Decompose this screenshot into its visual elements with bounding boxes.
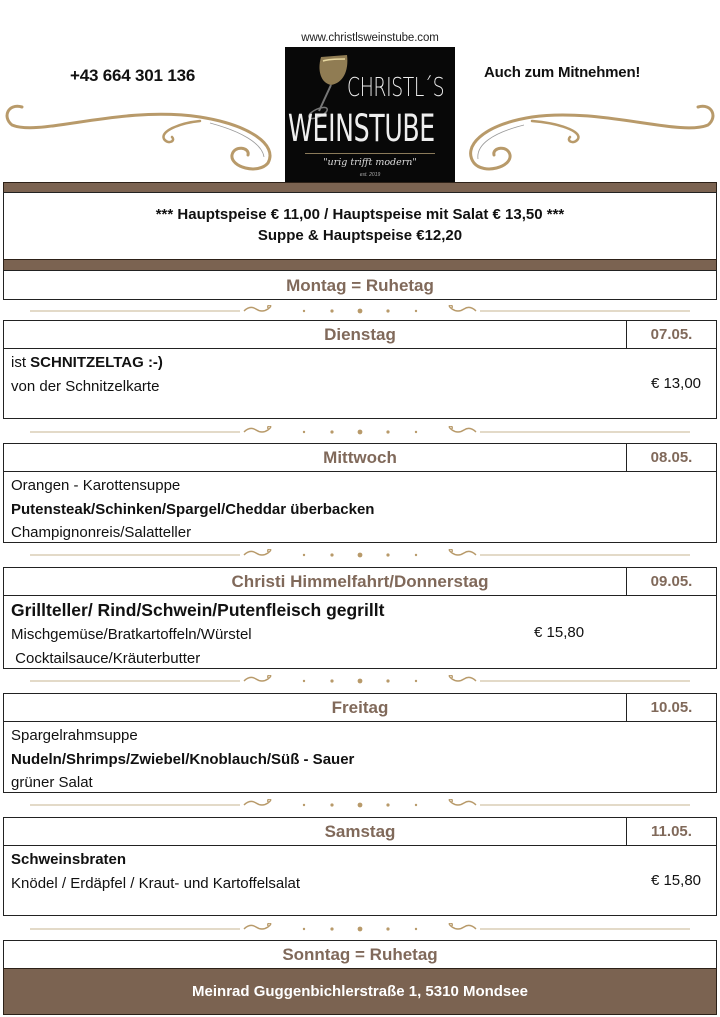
ornament-divider-icon: [30, 675, 690, 687]
sunday-closed-label: Sonntag = Ruhetag: [282, 945, 438, 964]
menu-line: Schweinsbraten: [11, 851, 127, 868]
day-card-donnerstag: [3, 567, 717, 669]
day-date: 07.05.: [626, 321, 716, 348]
day-title: Mittwoch: [323, 448, 397, 467]
menu-line: von der Schnitzelkarte: [11, 377, 160, 395]
phone-number[interactable]: +43 664 301 136: [70, 66, 196, 85]
promo-line-2: Suppe & Hauptspeise €12,20: [257, 227, 463, 244]
day-title: Christi Himmelfahrt/Donnerstag: [231, 572, 489, 591]
logo-established: est. 2019: [359, 172, 381, 178]
menu-line: Champignonreis/Salatteller: [11, 524, 192, 541]
menu-line: Mischgemüse/Bratkartoffeln/Würstel: [11, 626, 252, 643]
header: [0, 0, 720, 183]
logo-name-line1: CHRISTL´S: [347, 73, 445, 103]
restaurant-logo: [285, 47, 455, 183]
promo-line-1: *** Hauptspeise € 11,00 / Hauptspeise mit Salat € 13,50 ***: [155, 206, 565, 223]
price-promo-box: [3, 192, 717, 260]
logo-slogan: "urig trifft modern": [323, 157, 417, 168]
menu-line: Knödel / Erdäpfel / Kraut- und Kartoffelsalat: [11, 874, 301, 892]
monday-closed: [3, 270, 717, 300]
takeaway-note: Auch zum Mitnehmen!: [484, 64, 641, 81]
ornament-divider-icon: [30, 305, 690, 317]
ornament-divider-icon: [30, 923, 690, 935]
day-price: € 15,80: [534, 624, 585, 641]
ornament-divider-icon: [30, 799, 690, 811]
menu-line: Nudeln/Shrimps/Zwiebel/Knoblauch/Süß - Sauer: [11, 750, 355, 768]
logo-divider: [305, 153, 435, 154]
website-link[interactable]: www.christlsweinstube.com: [301, 32, 439, 44]
left-swirl-ornament-icon: [0, 95, 280, 175]
menu-line: Putensteak/Schinken/Spargel/Cheddar überbacken: [11, 500, 375, 518]
monday-closed-label: Montag = Ruhetag: [286, 276, 434, 295]
ornament-divider-icon: [30, 426, 690, 438]
menu-line: ist SCHNITZELTAG :-): [11, 354, 163, 371]
day-card-mittwoch: [3, 443, 717, 543]
day-title: Dienstag: [324, 325, 396, 344]
menu-line: Spargelrahmsuppe: [11, 727, 138, 744]
day-date: 11.05.: [626, 818, 716, 845]
day-card-samstag: [3, 817, 717, 916]
day-price: € 15,80: [650, 872, 701, 889]
day-title: Freitag: [331, 698, 389, 717]
day-title: Samstag: [324, 822, 396, 841]
day-date: 10.05.: [626, 694, 716, 721]
sunday-closed: [3, 940, 717, 969]
address-text: Meinrad Guggenbichlerstraße 1, 5310 Mondsee: [192, 983, 528, 1000]
menu-line: Orangen - Karottensuppe: [11, 477, 181, 494]
day-date: 08.05.: [626, 444, 716, 471]
menu-line: Cocktailsauce/Kräuterbutter: [11, 649, 201, 667]
day-price: € 13,00: [650, 375, 701, 392]
ornament-divider-icon: [30, 549, 690, 561]
day-card-freitag: [3, 693, 717, 793]
day-card-dienstag: [3, 320, 717, 419]
logo-name-line2: WEINSTUBE: [288, 107, 435, 150]
day-date: 09.05.: [626, 568, 716, 595]
menu-line: grüner Salat: [11, 774, 93, 791]
menu-line: Grillteller/ Rind/Schwein/Putenfleisch gegrillt: [11, 600, 385, 620]
address-footer: [3, 968, 717, 1015]
right-swirl-ornament-icon: [462, 95, 720, 175]
